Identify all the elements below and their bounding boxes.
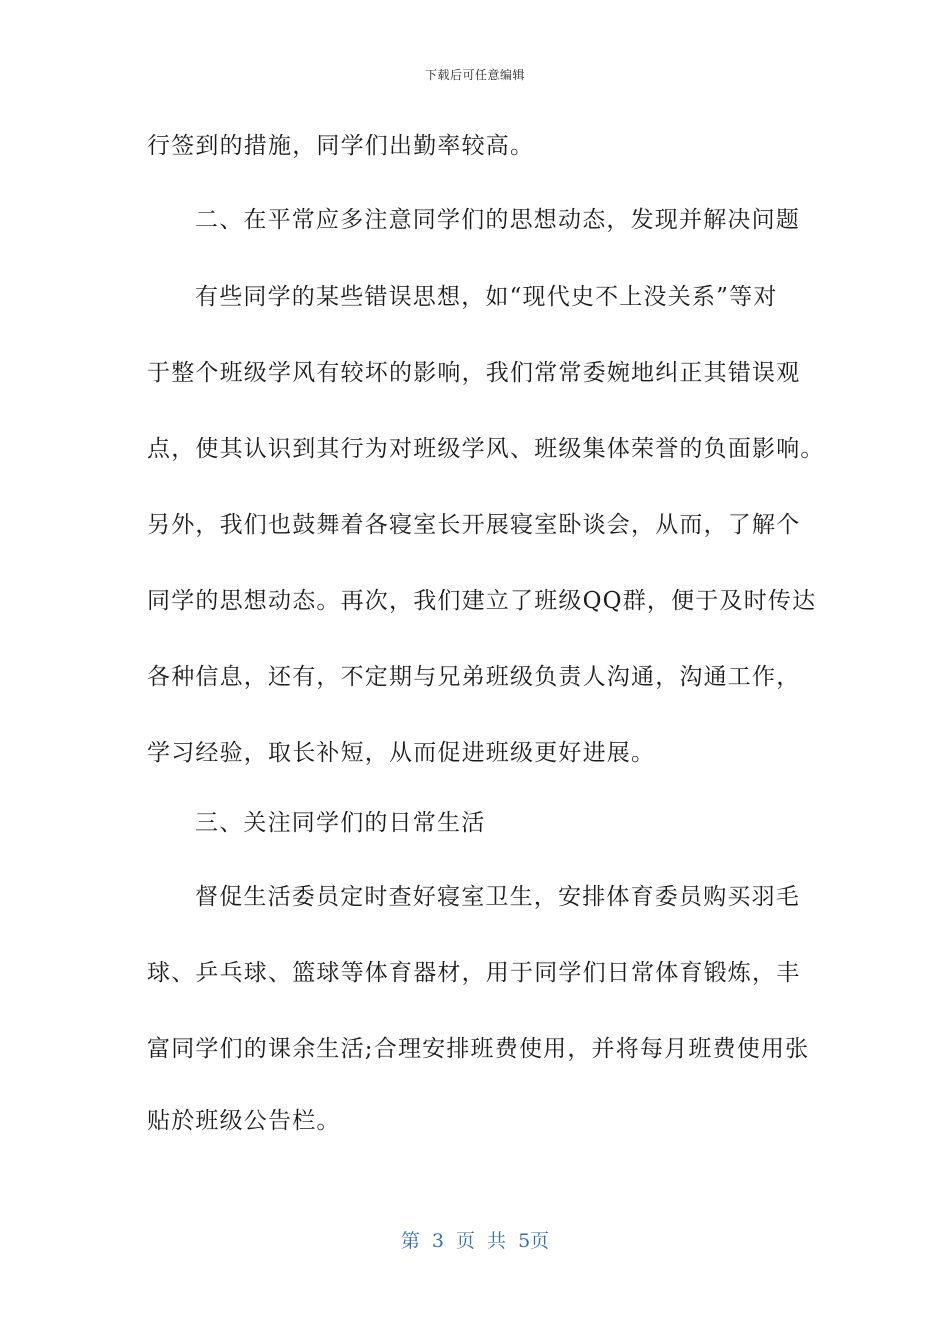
section-heading-3: 三、关注同学们的日常生活 bbox=[195, 810, 486, 836]
body-line-8: 各种信息，还有，不定期与兄弟班级负责人沟通，沟通工作， bbox=[147, 664, 801, 690]
body-line-1: 行签到的措施，同学们出勤率较高。 bbox=[147, 133, 535, 159]
body-line-3: 有些同学的某些错误思想，如“现代史不上没关系”等对 bbox=[195, 284, 778, 310]
page-header: 下载后可任意编辑 bbox=[424, 68, 525, 82]
body-line-9: 学习经验，取长补短，从而促进班级更好进展。 bbox=[147, 740, 656, 766]
body-line-11: 督促生活委员定时查好寝室卫生，安排体育委员购买羽毛 bbox=[195, 884, 800, 910]
page-number-footer: 第 3 页 共 5页 bbox=[400, 1230, 550, 1252]
body-line-12: 球、乒乓球、篮球等体育器材，用于同学们日常体育锻炼，丰 bbox=[147, 960, 801, 986]
body-line-6: 另外，我们也鼓舞着各寝室长开展寝室卧谈会，从而，了解个 bbox=[147, 512, 801, 538]
body-line-7: 同学的思想动态。再次，我们建立了班级QQ群，便于及时传达 bbox=[147, 588, 817, 614]
body-line-4: 于整个班级学风有较坏的影响，我们常常委婉地纠正其错误观 bbox=[147, 360, 801, 386]
body-line-5: 点，使其认识到其行为对班级学风、班级集体荣誉的负面影响。 bbox=[147, 436, 825, 462]
section-heading-2: 二、在平常应多注意同学们的思想动态，发现并解决问题 bbox=[195, 207, 800, 233]
body-line-13: 富同学们的课余生活;合理安排班费使用，并将每月班费使用张 bbox=[147, 1036, 810, 1062]
body-line-14: 贴於班级公告栏。 bbox=[147, 1108, 341, 1134]
